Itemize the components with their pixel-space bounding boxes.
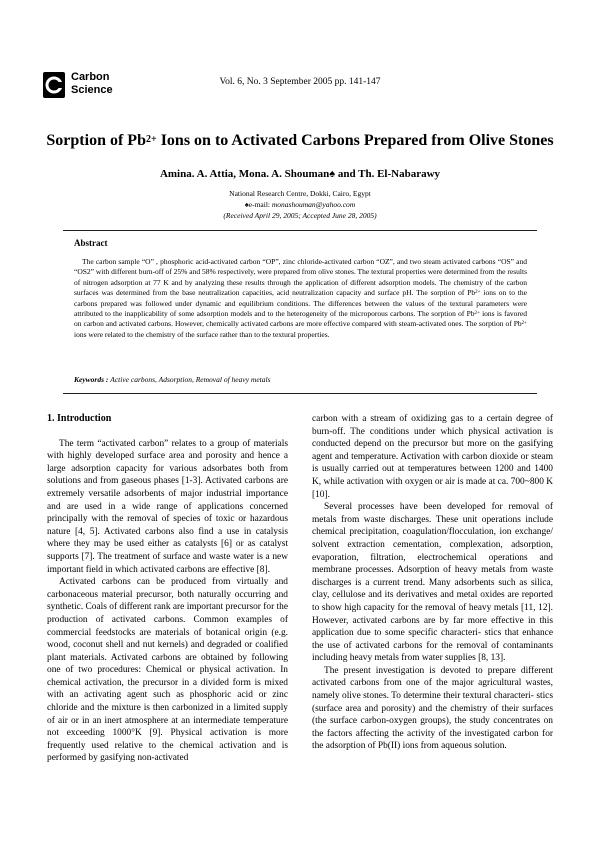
journal-reference: Vol. 6, No. 3 September 2005 pp. 141-147	[219, 77, 381, 87]
abstract-bottom-rule	[63, 393, 537, 394]
paragraph: Several processes have been developed for removal of metals from waste discharges. These unit operations include chemical precipitation, coagulation/flocculation, ion exchange/ solvent extraction cementation, complexation, adsorption, evaporation, filtration, electrochemical operations and membrane processes. Adsorption of heavy metals from waste discharges is a current trend. Many adsorbents such as silica, clay, cellulose and its derivatives and metal oxides are reported to show high capacity for the removal of heavy metals [11, 12]. However, activated carbons are by far more effective in this application due to some specific characteri- stics that enhance the use of activated carbons for the removal of contaminants including heavy metals from water supplies [8, 13].	[312, 502, 553, 664]
email-address[interactable]: monashouman@yahoo.com	[271, 200, 356, 209]
logo-line-2: Science	[71, 84, 113, 96]
paper-title	[0, 132, 600, 150]
abstract-segment: ions were related to the chemistry of the surface rather than to the textural properties.	[74, 329, 330, 339]
abstract-superscript: 2+	[474, 311, 480, 317]
logo-line-1: Carbon	[71, 71, 110, 83]
paragraph: Activated carbons can be produced from virtually and carbonaceous material precursor, both naturally occurring and synthetic. Coals of different rank are important precursor for the production of activated carbons. Common examples of commercial feedstocks are materials of botanical origin (e.g. wood, coconut shell and nut kernels) and degraded or coalified plant materials. Activated carbons are obtained by following one of two procedures: Chemical or physical activation. In chemical activation, the precursor in a divided form is mixed with an activating agent such as phosphoric acid or zinc chloride and the mixture is then carbonized in a limited supply of air or in an inert atmosphere at an intermediate temperature not exceeding 1000°K [9]. Physical activation is more frequently used relative to the chemical activation and is performed by gasifying non-activated	[47, 577, 288, 764]
email-label: ♠e-mail:	[244, 200, 272, 209]
keywords-line	[74, 375, 271, 384]
right-column	[312, 413, 553, 753]
left-column	[47, 413, 288, 765]
title-part: Ions on to Activated Carbons Prepared from Olive Stones	[156, 132, 554, 149]
email-line	[0, 200, 600, 209]
title-superscript: 2+	[145, 134, 157, 145]
abstract-heading: Abstract	[74, 238, 108, 248]
abstract-top-rule	[63, 230, 537, 231]
section-heading: 1. Introduction	[47, 413, 112, 424]
keywords-label: Keywords :	[74, 375, 111, 384]
abstract-text	[74, 257, 527, 340]
received-dates: (Received April 29, 2005; Accepted June 28, 2005)	[223, 211, 377, 220]
abstract-superscript: 2+	[475, 290, 481, 296]
author-list: Amina. A. Attia, Mona. A. Shouman♠ and Th. El-Nabarawy	[159, 168, 441, 180]
abstract-segment: ions on to the carbons prepared was followed under dynamic and equilibrium conditions. The differences between the values of the textural parameters were attributed to the inapplicability of some adsorption models and to the heterogeneity of the microporous carbons. The sorption of Pb	[74, 288, 527, 319]
affiliation: National Research Centre, Dokki, Cairo, Egypt	[229, 189, 371, 198]
abstract-segment: The carbon sample “O” , phosphoric acid-activated carbon “OP”, zinc chloride-activated carbon “OZ”, and two steam activated carbons “OS” and “OS2” with different burn-off of 25% and 58% respectively, were prepared from olive stones. The textural properties were determined from the results of nitrogen adsorption at 77 K and by analyzing these results through the application of different adsorption models. The chemistry of the carbon surfaces was determined from the base neutralization capacities, acid neutralization capacity and surface pH. The sorption of Pb	[74, 257, 527, 298]
paragraph: carbon with a stream of oxidizing gas to a certain degree of burn-off. The conditions under which physical activation is conducted depend on the precursor but more on the gasifying agent and temperature. Activation with carbon dioxide or steam is usually carried out at temperatures between 1200 and 1400 K, while activation with oxygen or air is made at ca. 700~800 K [10].	[312, 414, 553, 500]
abstract-segment: ions is favored on carbon and activated carbons. However, chemically activated carbons are more effective compared with steam-activated ones. The sorption of Pb	[74, 309, 527, 329]
title-part: Sorption of Pb	[46, 132, 146, 149]
paragraph: The term “activated carbon” relates to a group of materials with highly developed surface area and porosity and hence a large adsorption capacity for various adsorbates both from solutions and from gaseous phases [1-3]. Activated carbons are extremely versatile adsorbents of major industrial importance and are used in a wide range of applications concerned principally with the removal of species of toxic or hazardous nature [4, 5]. Activated carbons also find a use in catalysis where they may be used either as catalysts [6] or as catalyst supports [7]. The treatment of surface and waste water is a new important field in which activated carbons are effective [8].	[47, 438, 288, 575]
keywords-values: Active carbons, Adsorption, Removal of heavy metals	[110, 375, 271, 384]
paragraph: The present investigation is devoted to prepare different activated carbons from one of the major agricultural wastes, namely olive stones. To determine their textural characteri- stics (surface area and porosity) and the chemistry of their surfaces (the surface carbon-oxygen groups), the study concentrates on the factors affecting the activity of the investigated carbon for the adsorption of Pb(II) ions from aqueous solution.	[312, 665, 553, 752]
abstract-superscript: 2+	[521, 321, 527, 327]
